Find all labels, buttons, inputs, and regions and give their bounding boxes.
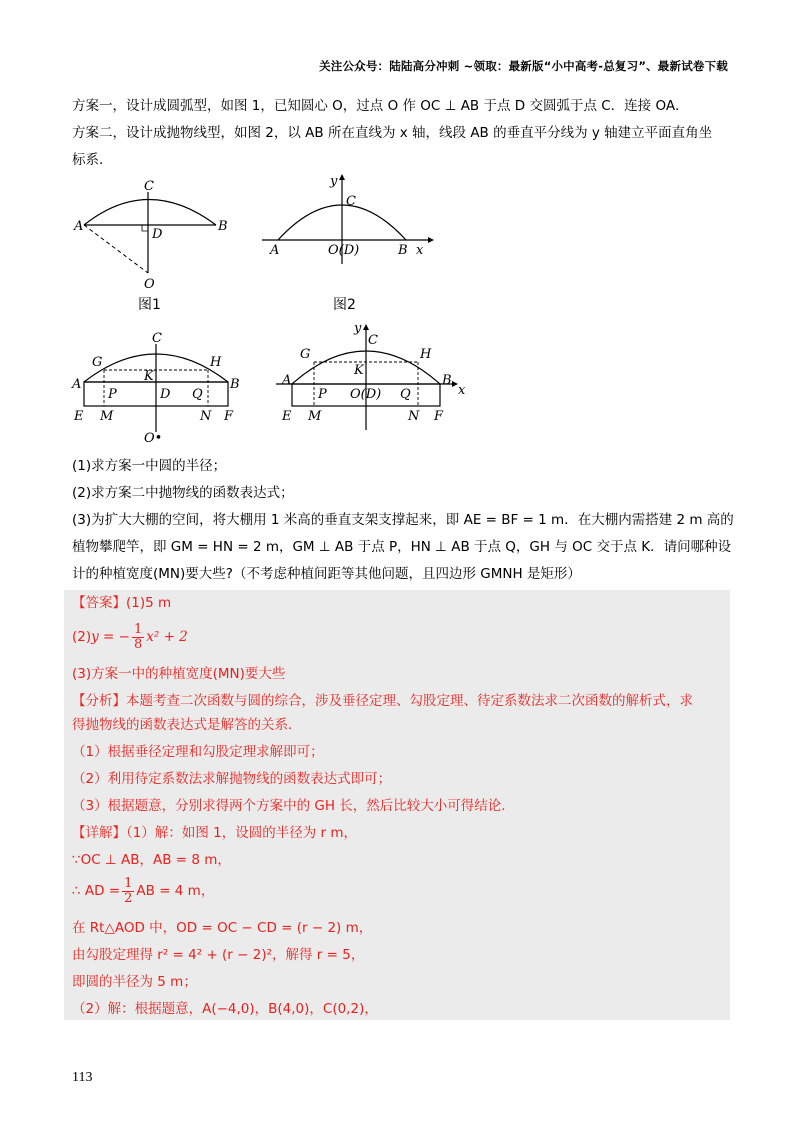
analysis-line-1: 【分析】本题考查二次函数与圆的综合，涉及垂径定理、勾股定理、待定系数法求二次函数的解析式，求: [72, 693, 693, 709]
label-P3: P: [108, 387, 117, 402]
label-Q3: Q: [192, 387, 203, 402]
label-A: A: [74, 219, 84, 234]
label-C2: C: [346, 194, 356, 209]
analysis-step-2: （2）利用待定系数法求解抛物线的函数表达式即可；: [72, 771, 392, 787]
problem-line-1: 方案一，设计成圆弧型，如图 1，已知圆心 O，过点 O 作 OC ⊥ AB 于点 D 交圆弧于点 C．连接 OA．: [72, 98, 689, 114]
analysis-step-3: （3）根据题意，分别求得两个方案中的 GH 长，然后比较大小可得结论．: [72, 798, 515, 814]
analysis-step-1: （1）根据垂径定理和勾股定理求解即可；: [72, 744, 324, 760]
label-D3: D: [160, 387, 171, 402]
label-E3: E: [74, 409, 84, 424]
answer-1: 【答案】(1)5 m: [72, 595, 172, 611]
label-O3: O•: [144, 431, 163, 444]
question-3b: 植物攀爬竿，即 GM = HN = 2 m，GM ⊥ AB 于点 P，HN ⊥ AB 于点 Q，GH 与 OC 交于点 K．请问哪种设: [72, 539, 732, 555]
problem-line-2: 方案二，设计成抛物线型，如图 2，以 AB 所在直线为 x 轴，线段 AB 的垂直平分线为 y 轴建立平面直角坐: [72, 125, 713, 141]
label-C3: C: [152, 332, 162, 346]
label-C: C: [144, 179, 154, 194]
axis-y4: y: [354, 322, 362, 336]
question-3a: (3)为扩大大棚的空间，将大棚用 1 米高的垂直支架支撑起来，即 AE = BF = 1 m．在大棚内需搭建 2 m 高的: [72, 512, 734, 528]
label-E4: E: [282, 409, 292, 424]
detail-4: 在 Rt△AOD 中，OD = OC − CD = (r − 2) m，: [72, 920, 373, 936]
question-2: (2)求方案二中抛物线的函数表达式；: [72, 485, 294, 501]
label-M4: M: [308, 409, 322, 424]
label-C4: C: [368, 333, 378, 348]
detail-1: 【详解】（1）解：如图 1，设圆的半径为 r m，: [72, 825, 358, 841]
question-3c: 计的种植宽度(MN)要大些?（不考虑种植间距等其他问题，且四边形 GMNH 是矩形）: [72, 566, 581, 582]
label-OD: O(D): [328, 243, 360, 258]
label-N4: N: [408, 409, 420, 424]
label-B: B: [218, 219, 228, 234]
label-B4: B: [442, 373, 452, 388]
label-M3: M: [100, 409, 114, 424]
detail-2: ∵OC ⊥ AB，AB = 8 m，: [72, 852, 231, 868]
page-number: 113: [72, 1070, 93, 1085]
figure-2: [258, 172, 438, 267]
analysis-line-2: 得抛物线的函数表达式是解答的关系．: [72, 717, 302, 733]
label-P4: P: [318, 387, 327, 402]
label-O: O: [144, 277, 155, 292]
label-N3: N: [200, 409, 212, 424]
figure-1-caption: 图1: [138, 297, 161, 313]
figure-3: [70, 332, 250, 444]
label-K4: K: [354, 363, 364, 378]
label-B2: B: [398, 243, 408, 258]
label-D: D: [152, 227, 163, 242]
label-G4: G: [300, 347, 311, 362]
figure-1: [70, 178, 230, 293]
label-F4: F: [434, 409, 444, 424]
label-A4: A: [282, 373, 292, 388]
question-1: (1)求方案一中圆的半径；: [72, 458, 227, 474]
answer-3: (3)方案一中的种植宽度(MN)要大些: [72, 666, 286, 682]
label-H4: H: [420, 347, 432, 362]
label-K3: K: [144, 369, 154, 384]
figure-2-caption: 图2: [333, 297, 356, 313]
detail-7: （2）解：根据题意，A(−4,0)，B(4,0)，C(0,2)，: [72, 1001, 378, 1017]
label-Q4: Q: [400, 387, 411, 402]
label-A2: A: [270, 243, 280, 258]
label-B3: B: [230, 377, 240, 392]
label-H3: H: [210, 355, 222, 370]
answer-2: (2)y = − $\frac{1}{8}$ x² + 2: [72, 621, 188, 652]
label-G3: G: [92, 355, 103, 370]
page-header: 关注公众号：陆陆高分冲刺 ~领取：最新版“小中高考-总复习”、最新试卷下载: [319, 59, 728, 73]
figure-4: [272, 322, 472, 434]
axis-x: x: [416, 243, 424, 258]
detail-3: ∴ AD = $\frac{1}{2}$ AB = 4 m，: [72, 875, 215, 906]
problem-line-3: 标系．: [72, 152, 113, 168]
axis-y: y: [330, 174, 338, 189]
label-F3: F: [224, 409, 234, 424]
label-A3: A: [72, 377, 82, 392]
detail-6: 即圆的半径为 5 m；: [72, 974, 197, 990]
axis-x4: x: [458, 383, 466, 398]
label-OD4: O(D): [350, 387, 382, 402]
detail-5: 由勾股定理得 r² = 4² + (r − 2)²，解得 r = 5，: [72, 947, 365, 963]
